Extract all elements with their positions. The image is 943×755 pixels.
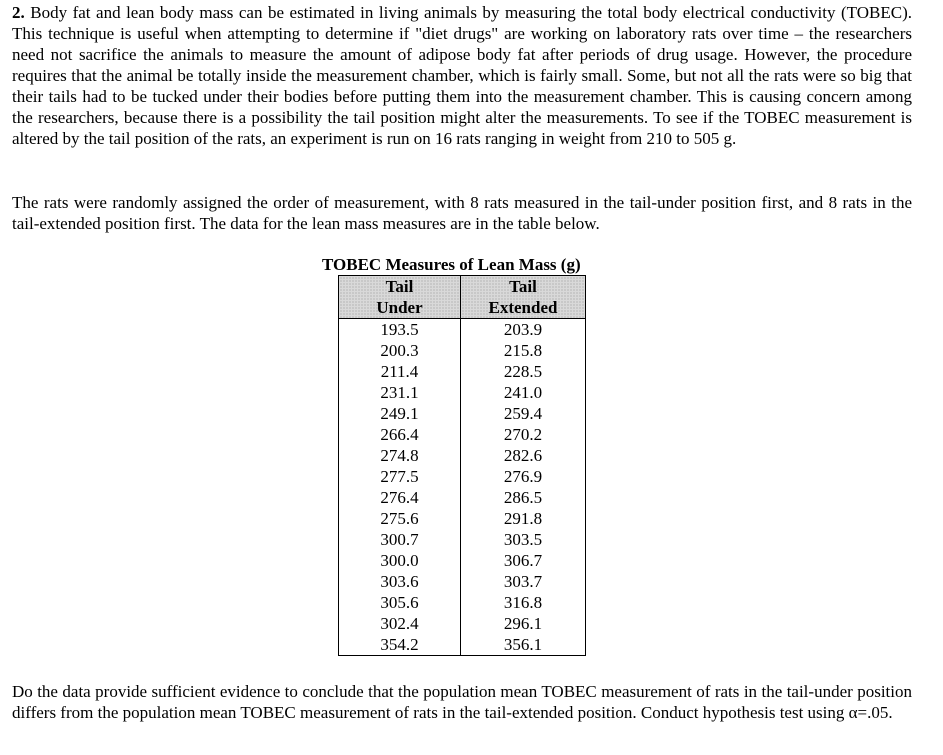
intro-text: Body fat and lean body mass can be estimated in living animals by measuring the total body electrical conductivity (TOBEC). This technique is useful when attempting to determine if "diet drugs" are working on laboratory rats over time – the researchers need not sacrifice the animals to measure the amount of adipose body fat after periods of drug usage. However, the procedure requires that the animal be totally inside the measurement chamber, which is fairly small. Some, but not all the rats were so big that their tails had to be tucked under their bodies before putting them into the measurement chamber. This is causing concern among the researchers, because there is a possibility the tail position might alter the measurements. To see if the TOBEC measurement is altered by the tail position of the rats, an experiment is run on 16 rats ranging in weight from 210 to 505 g. bbox=[12, 3, 912, 148]
table-title: TOBEC Measures of Lean Mass (g) bbox=[322, 255, 581, 274]
cell-tail-under: 266.4 bbox=[339, 424, 461, 445]
cell-tail-under: 300.7 bbox=[339, 529, 461, 550]
cell-tail-under: 275.6 bbox=[339, 508, 461, 529]
header-tail-extended bbox=[461, 276, 586, 319]
cell-tail-under: 302.4 bbox=[339, 613, 461, 634]
cell-tail-under: 354.2 bbox=[339, 634, 461, 656]
cell-tail-under: 300.0 bbox=[339, 550, 461, 571]
cell-tail-extended: 303.7 bbox=[461, 571, 586, 592]
cell-tail-extended: 356.1 bbox=[461, 634, 586, 656]
cell-tail-extended: 306.7 bbox=[461, 550, 586, 571]
cell-tail-extended: 286.5 bbox=[461, 487, 586, 508]
cell-tail-extended: 203.9 bbox=[461, 319, 586, 341]
lean-mass-table bbox=[338, 275, 586, 656]
table-row bbox=[339, 529, 586, 550]
table-body bbox=[339, 319, 586, 656]
design-paragraph: The rats were randomly assigned the order of measurement, with 8 rats measured in the tail-under position first, and 8 rats in the tail-extended position first. The data for the lean mass measures are in the table below. bbox=[12, 193, 912, 233]
cell-tail-under: 200.3 bbox=[339, 340, 461, 361]
table-row bbox=[339, 424, 586, 445]
table-row bbox=[339, 361, 586, 382]
cell-tail-under: 231.1 bbox=[339, 382, 461, 403]
cell-tail-under: 249.1 bbox=[339, 403, 461, 424]
table-row bbox=[339, 487, 586, 508]
cell-tail-extended: 228.5 bbox=[461, 361, 586, 382]
table-row bbox=[339, 571, 586, 592]
header-tail-extended-line2: Extended bbox=[488, 298, 558, 317]
table-row bbox=[339, 319, 586, 341]
cell-tail-extended: 241.0 bbox=[461, 382, 586, 403]
table-row bbox=[339, 403, 586, 424]
cell-tail-extended: 270.2 bbox=[461, 424, 586, 445]
table-row bbox=[339, 592, 586, 613]
cell-tail-extended: 276.9 bbox=[461, 466, 586, 487]
table-row bbox=[339, 382, 586, 403]
problem-number: 2. bbox=[12, 3, 25, 22]
problem-intro bbox=[12, 2, 912, 149]
cell-tail-extended: 259.4 bbox=[461, 403, 586, 424]
header-tail-under bbox=[339, 276, 461, 319]
cell-tail-under: 274.8 bbox=[339, 445, 461, 466]
table-row bbox=[339, 550, 586, 571]
cell-tail-extended: 215.8 bbox=[461, 340, 586, 361]
table-row bbox=[339, 466, 586, 487]
table-row bbox=[339, 508, 586, 529]
cell-tail-under: 305.6 bbox=[339, 592, 461, 613]
table-row bbox=[339, 613, 586, 634]
cell-tail-under: 211.4 bbox=[339, 361, 461, 382]
cell-tail-under: 303.6 bbox=[339, 571, 461, 592]
lean-mass-table-block bbox=[322, 254, 602, 654]
header-tail-extended-line1: Tail bbox=[509, 277, 537, 296]
cell-tail-extended: 282.6 bbox=[461, 445, 586, 466]
table-row bbox=[339, 340, 586, 361]
cell-tail-under: 193.5 bbox=[339, 319, 461, 341]
table-header-row bbox=[339, 276, 586, 319]
header-tail-under-line2: Under bbox=[376, 298, 423, 317]
cell-tail-extended: 316.8 bbox=[461, 592, 586, 613]
cell-tail-extended: 296.1 bbox=[461, 613, 586, 634]
cell-tail-under: 276.4 bbox=[339, 487, 461, 508]
table-row bbox=[339, 445, 586, 466]
cell-tail-under: 277.5 bbox=[339, 466, 461, 487]
cell-tail-extended: 291.8 bbox=[461, 508, 586, 529]
table-row bbox=[339, 634, 586, 656]
question-paragraph: Do the data provide sufficient evidence to conclude that the population mean TOBEC measurement of rats in the tail-under position differs from the population mean TOBEC measurement of rats in the tail-extended position. Conduct hypothesis test using α=.05. bbox=[12, 682, 912, 722]
cell-tail-extended: 303.5 bbox=[461, 529, 586, 550]
header-tail-under-line1: Tail bbox=[385, 277, 414, 296]
